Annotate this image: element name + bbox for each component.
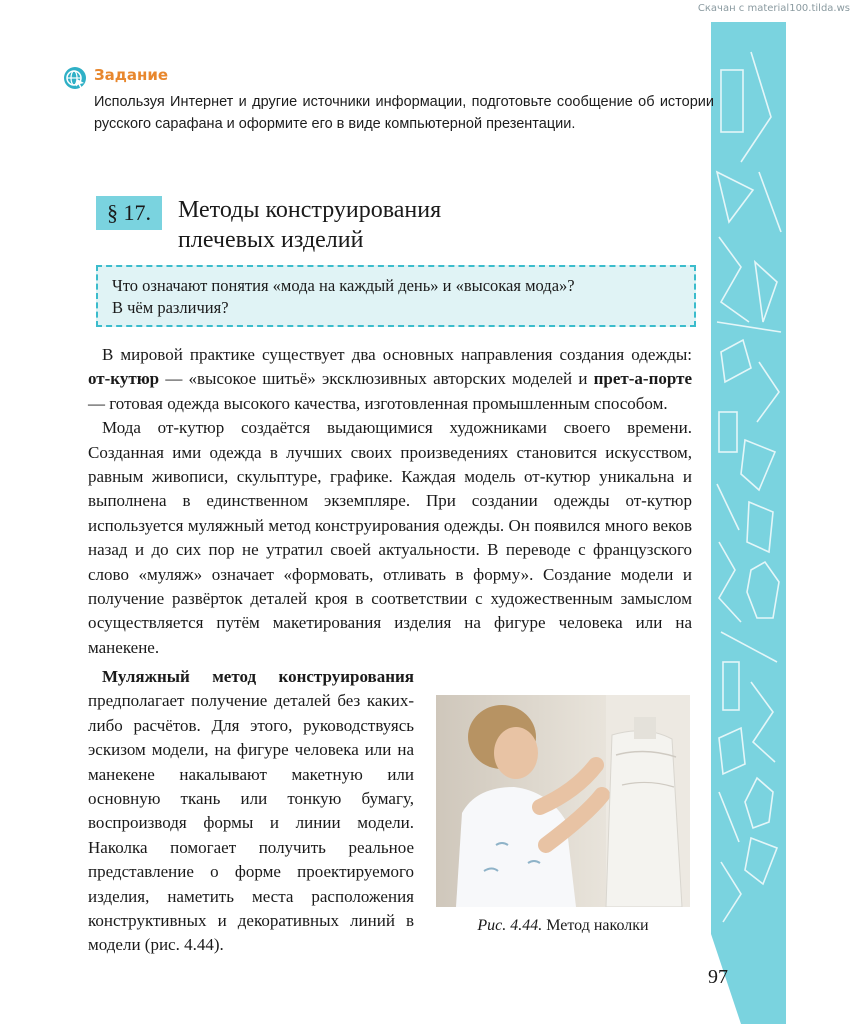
paragraph-2: Мода от-кутюр создаётся выдающимися художниками своего времени. Созданная ими одежда в лучших своих произведениях становится искусством, равным живописи, скульптуре, графике. Каждая модель от-кутюр уникальна и выполнена в единственном экземпляре. При создании одежды от-кутюр используется муляжный метод конструирования одежды. Он появился много веков назад и до сих пор не утратил своей актуальности. В переводе с французского слово «муляж» означает «формовать, отливать в форму». Создание модели и получение развёрток деталей кроя в соответствии с художественным замыслом осуществляется путём макетирования изделия на фигуре человека или на манекене. <box>88 418 692 657</box>
paragraph-3-text: предполагает получение деталей без каких-либо расчётов. Для этого, руководствуясь эскизом модели, на фигуре человека или на манекене накалывают макетную или основную ткань или тонкую бумагу, воспроизводя формы и линии модели. Наколка помогает получить реальное представление о форме проектируемого изделия, наметить места расположения конструктивных и декоративных линий в модели (рис. 4.44). <box>88 691 414 955</box>
term-haute-couture: от-кутюр <box>88 369 160 389</box>
question-box <box>96 265 696 327</box>
paragraph-3-body <box>88 665 414 958</box>
figure-caption-text: Метод наколки <box>542 917 649 934</box>
section-number: § 17. <box>96 196 162 230</box>
figure-label: Рис. 4.44. <box>477 917 543 934</box>
watermark: Скачан с material100.tilda.ws <box>697 3 850 14</box>
task-text: Используя Интернет и другие источники информации, подготовьте сообщение об истории русского сарафана и оформите его в виде компьютерной презентации. <box>94 94 714 132</box>
section-title-line1: Методы конструирования <box>178 197 442 223</box>
globe-cursor-icon <box>64 67 86 89</box>
body-text <box>88 343 692 660</box>
paragraph-1 <box>88 343 692 416</box>
term-pret-a-porter: прет-а-порте <box>593 369 692 389</box>
paragraph-1-text-a: В мировой практике существует два основных направления создания одежды: <box>102 345 692 364</box>
decorative-strip <box>711 22 786 1024</box>
section-title-line2: плечевых изделий <box>178 227 364 253</box>
question-line2: В чём различия? <box>112 298 229 317</box>
task-title: Задание <box>94 66 169 84</box>
page-number: 97 <box>708 966 728 988</box>
term-draping-method: Муляжный метод конструирования <box>102 667 414 686</box>
draping-photo <box>436 695 690 907</box>
figure-caption <box>436 917 690 935</box>
paragraph-1-text-b: — «высокое шитьё» эксклюзивных авторских моделей и <box>159 369 594 389</box>
question-line1: Что означают понятия «мода на каждый день» и «высокая мода»? <box>112 276 575 295</box>
paragraph-1-text-c: — готовая одежда высокого качества, изготовленная промышленным способом. <box>88 393 668 413</box>
section-title <box>178 195 678 255</box>
paragraph-3 <box>88 665 414 958</box>
question-text <box>112 275 682 319</box>
